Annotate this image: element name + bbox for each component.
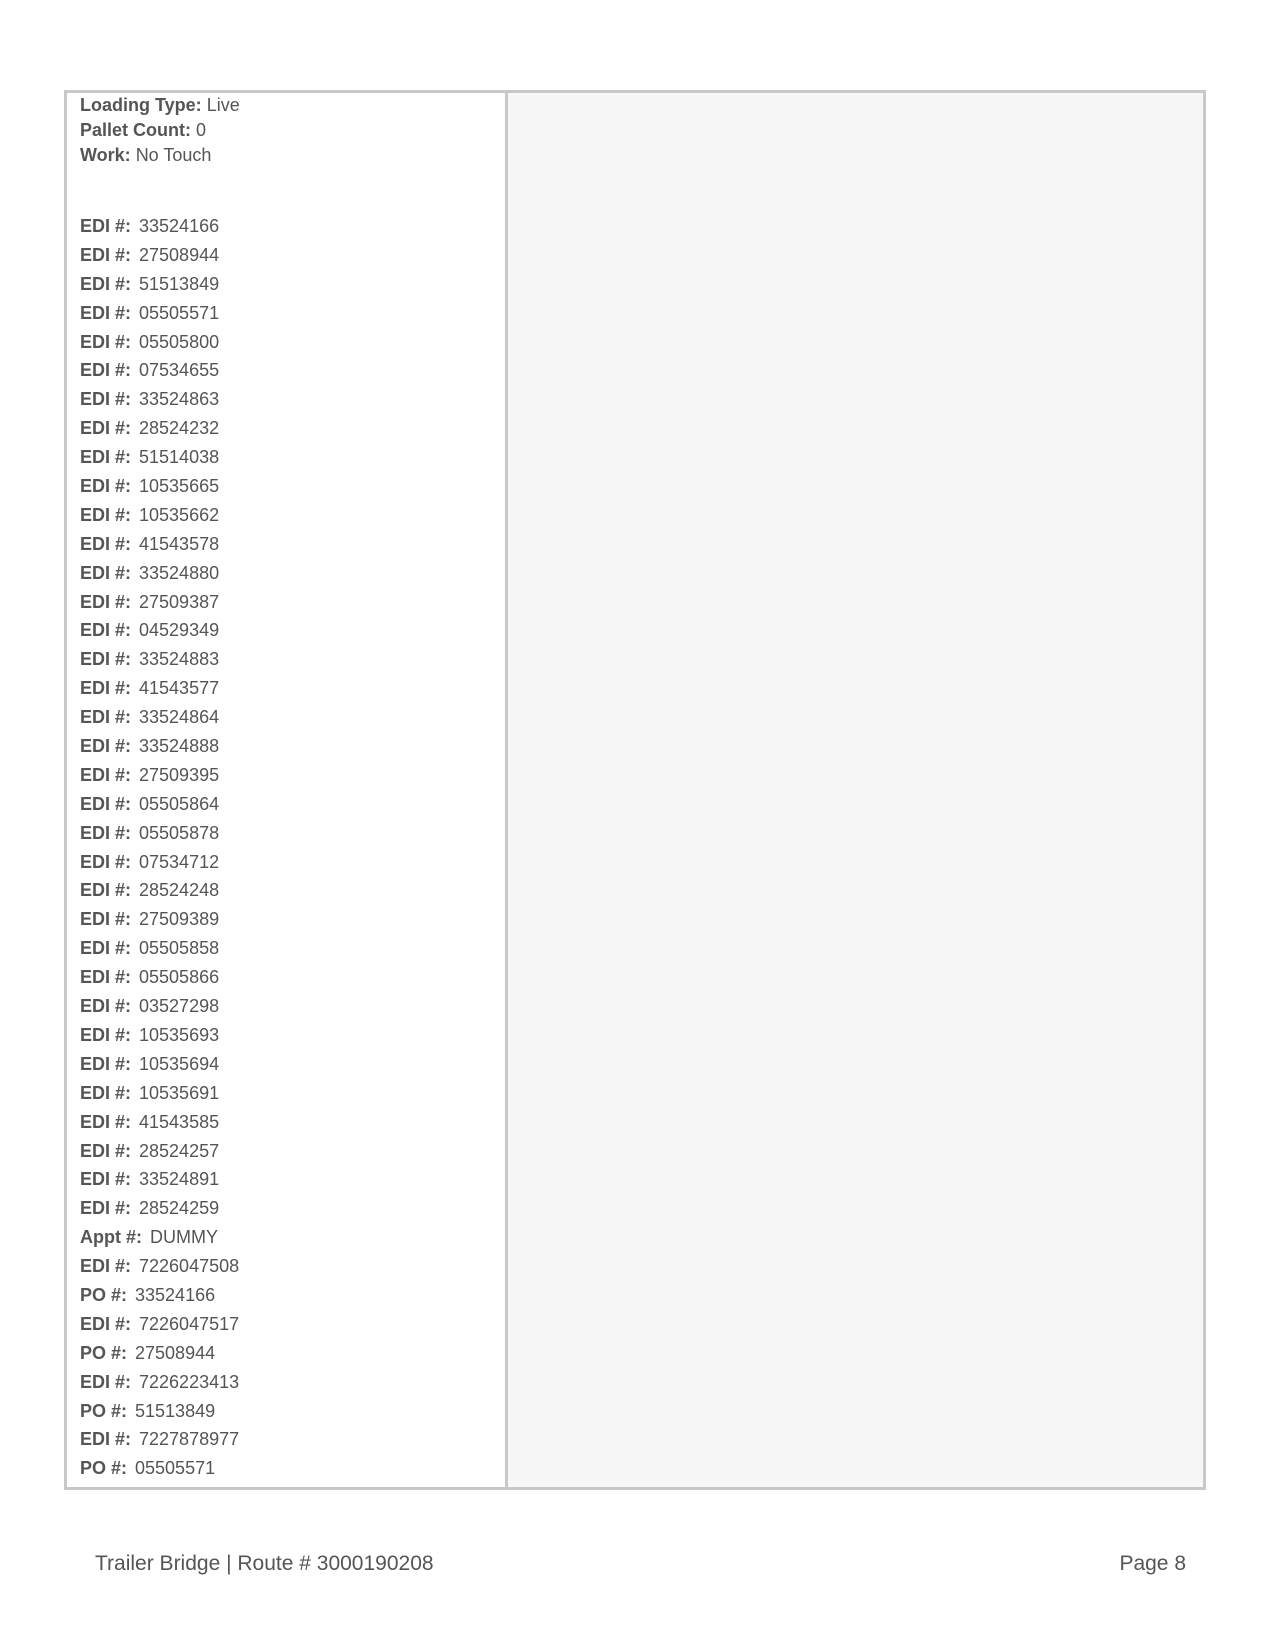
reference-value: 33524864 bbox=[139, 707, 220, 728]
reference-row bbox=[80, 905, 505, 934]
details-table bbox=[64, 90, 1206, 1490]
reference-value: 28524248 bbox=[139, 880, 220, 901]
reference-value: 28524259 bbox=[139, 1198, 220, 1219]
reference-value: 05505864 bbox=[139, 793, 220, 814]
reference-value: 28524257 bbox=[139, 1140, 220, 1161]
reference-label: EDI #: bbox=[80, 736, 132, 757]
section-spacer bbox=[80, 168, 505, 212]
reference-row bbox=[80, 501, 505, 530]
reference-label: EDI #: bbox=[80, 1313, 132, 1334]
reference-row bbox=[80, 819, 505, 848]
reference-value: 07534712 bbox=[139, 851, 220, 872]
reference-row bbox=[80, 934, 505, 963]
reference-label: EDI #: bbox=[80, 793, 132, 814]
reference-value: 33524883 bbox=[139, 649, 220, 670]
reference-label: EDI #: bbox=[80, 1053, 132, 1074]
reference-row bbox=[80, 1021, 505, 1050]
reference-value: 07534655 bbox=[139, 360, 220, 381]
reference-row bbox=[80, 1397, 505, 1426]
reference-row bbox=[80, 270, 505, 299]
reference-value: DUMMY bbox=[150, 1227, 218, 1248]
reference-value: 05505866 bbox=[139, 967, 220, 988]
reference-label: EDI #: bbox=[80, 389, 132, 410]
reference-label: EDI #: bbox=[80, 1198, 132, 1219]
reference-value: 27508944 bbox=[139, 244, 220, 265]
reference-row bbox=[80, 1368, 505, 1397]
reference-label: PO #: bbox=[80, 1342, 128, 1363]
reference-label: EDI #: bbox=[80, 447, 132, 468]
reference-row bbox=[80, 674, 505, 703]
reference-value: 7226047508 bbox=[139, 1256, 240, 1277]
reference-row bbox=[80, 414, 505, 443]
reference-label: EDI #: bbox=[80, 938, 132, 959]
reference-value: 03527298 bbox=[139, 996, 220, 1017]
reference-row bbox=[80, 530, 505, 559]
reference-value: 05505571 bbox=[135, 1458, 216, 1479]
footer-route: Trailer Bridge | Route # 3000190208 bbox=[95, 1552, 434, 1575]
reference-value: 10535694 bbox=[139, 1053, 220, 1074]
reference-row bbox=[80, 1194, 505, 1223]
reference-label: Appt #: bbox=[80, 1227, 142, 1248]
reference-value: 05505571 bbox=[139, 302, 220, 323]
reference-value: 33524166 bbox=[135, 1284, 216, 1305]
reference-label: EDI #: bbox=[80, 707, 132, 728]
reference-row bbox=[80, 328, 505, 357]
reference-value: 27508944 bbox=[135, 1342, 216, 1363]
work-value: No Touch bbox=[135, 145, 212, 165]
reference-row bbox=[80, 1223, 505, 1252]
reference-row bbox=[80, 645, 505, 674]
reference-value: 33524888 bbox=[139, 736, 220, 757]
reference-row bbox=[80, 588, 505, 617]
reference-row bbox=[80, 703, 505, 732]
reference-label: EDI #: bbox=[80, 302, 132, 323]
reference-label: EDI #: bbox=[80, 1371, 132, 1392]
work-line bbox=[80, 143, 505, 168]
reference-row bbox=[80, 1165, 505, 1194]
reference-value: 05505878 bbox=[139, 822, 220, 843]
reference-label: EDI #: bbox=[80, 273, 132, 294]
loading-type-value: Live bbox=[206, 95, 240, 115]
reference-label: EDI #: bbox=[80, 822, 132, 843]
reference-label: EDI #: bbox=[80, 996, 132, 1017]
reference-row bbox=[80, 1108, 505, 1137]
reference-label: EDI #: bbox=[80, 764, 132, 785]
reference-value: 10535662 bbox=[139, 504, 220, 525]
reference-value: 05505800 bbox=[139, 331, 220, 352]
reference-label: EDI #: bbox=[80, 1082, 132, 1103]
reference-value: 10535691 bbox=[139, 1082, 220, 1103]
reference-row bbox=[80, 1252, 505, 1281]
pallet-count-value: 0 bbox=[196, 120, 207, 140]
reference-value: 05505858 bbox=[139, 938, 220, 959]
reference-row bbox=[80, 963, 505, 992]
reference-value: 33524863 bbox=[139, 389, 220, 410]
reference-label: EDI #: bbox=[80, 1429, 132, 1450]
reference-row bbox=[80, 616, 505, 645]
reference-row bbox=[80, 299, 505, 328]
work-label: Work: bbox=[80, 145, 131, 165]
reference-label: EDI #: bbox=[80, 216, 132, 236]
pallet-count-line bbox=[80, 118, 505, 143]
reference-label: EDI #: bbox=[80, 562, 132, 583]
reference-label: PO #: bbox=[80, 1400, 128, 1421]
reference-row bbox=[80, 212, 505, 241]
reference-row bbox=[80, 1050, 505, 1079]
reference-label: EDI #: bbox=[80, 967, 132, 988]
reference-label: EDI #: bbox=[80, 620, 132, 641]
reference-label: EDI #: bbox=[80, 1140, 132, 1161]
reference-value: 51513849 bbox=[135, 1400, 216, 1421]
reference-value: 7227878977 bbox=[139, 1429, 240, 1450]
reference-value: 41543577 bbox=[139, 678, 220, 699]
details-right-cell bbox=[508, 93, 1203, 1487]
reference-row bbox=[80, 241, 505, 270]
reference-label: EDI #: bbox=[80, 476, 132, 497]
loading-type-label: Loading Type: bbox=[80, 95, 202, 115]
reference-label: EDI #: bbox=[80, 909, 132, 930]
reference-value: 10535693 bbox=[139, 1024, 220, 1045]
reference-value: 33524166 bbox=[139, 216, 220, 236]
reference-label: EDI #: bbox=[80, 504, 132, 525]
reference-label: EDI #: bbox=[80, 649, 132, 670]
reference-row bbox=[80, 1339, 505, 1368]
reference-value: 27509395 bbox=[139, 764, 220, 785]
reference-label: EDI #: bbox=[80, 591, 132, 612]
reference-label: EDI #: bbox=[80, 1256, 132, 1277]
reference-label: EDI #: bbox=[80, 533, 132, 554]
details-left-cell bbox=[67, 93, 508, 1487]
reference-label: EDI #: bbox=[80, 1169, 132, 1190]
reference-value: 28524232 bbox=[139, 418, 220, 439]
reference-row bbox=[80, 1281, 505, 1310]
reference-label: PO #: bbox=[80, 1458, 128, 1479]
reference-label: EDI #: bbox=[80, 678, 132, 699]
reference-row bbox=[80, 732, 505, 761]
footer-page-number: Page 8 bbox=[1119, 1552, 1186, 1575]
reference-label: PO #: bbox=[80, 1284, 128, 1305]
reference-label: EDI #: bbox=[80, 331, 132, 352]
reference-row bbox=[80, 876, 505, 905]
loading-type-line bbox=[80, 93, 505, 118]
reference-row bbox=[80, 472, 505, 501]
reference-row bbox=[80, 1425, 505, 1454]
reference-value: 51513849 bbox=[139, 273, 220, 294]
reference-label: EDI #: bbox=[80, 851, 132, 872]
reference-row bbox=[80, 1454, 505, 1483]
reference-value: 27509389 bbox=[139, 909, 220, 930]
reference-label: EDI #: bbox=[80, 244, 132, 265]
reference-label: EDI #: bbox=[80, 880, 132, 901]
reference-value: 41543578 bbox=[139, 533, 220, 554]
reference-row bbox=[80, 1079, 505, 1108]
reference-list bbox=[80, 212, 505, 1483]
reference-row bbox=[80, 559, 505, 588]
reference-row bbox=[80, 443, 505, 472]
reference-row bbox=[80, 761, 505, 790]
reference-row bbox=[80, 385, 505, 414]
reference-label: EDI #: bbox=[80, 1111, 132, 1132]
reference-value: 41543585 bbox=[139, 1111, 220, 1132]
reference-value: 51514038 bbox=[139, 447, 220, 468]
reference-row bbox=[80, 992, 505, 1021]
reference-value: 27509387 bbox=[139, 591, 220, 612]
reference-value: 04529349 bbox=[139, 620, 220, 641]
reference-row bbox=[80, 356, 505, 385]
reference-label: EDI #: bbox=[80, 1024, 132, 1045]
reference-label: EDI #: bbox=[80, 418, 132, 439]
reference-row bbox=[80, 848, 505, 877]
reference-row bbox=[80, 1310, 505, 1339]
reference-row bbox=[80, 790, 505, 819]
reference-value: 7226047517 bbox=[139, 1313, 240, 1334]
pallet-count-label: Pallet Count: bbox=[80, 120, 191, 140]
reference-value: 7226223413 bbox=[139, 1371, 240, 1392]
reference-value: 33524880 bbox=[139, 562, 220, 583]
reference-value: 10535665 bbox=[139, 476, 220, 497]
reference-row bbox=[80, 1137, 505, 1166]
reference-label: EDI #: bbox=[80, 360, 132, 381]
reference-value: 33524891 bbox=[139, 1169, 220, 1190]
